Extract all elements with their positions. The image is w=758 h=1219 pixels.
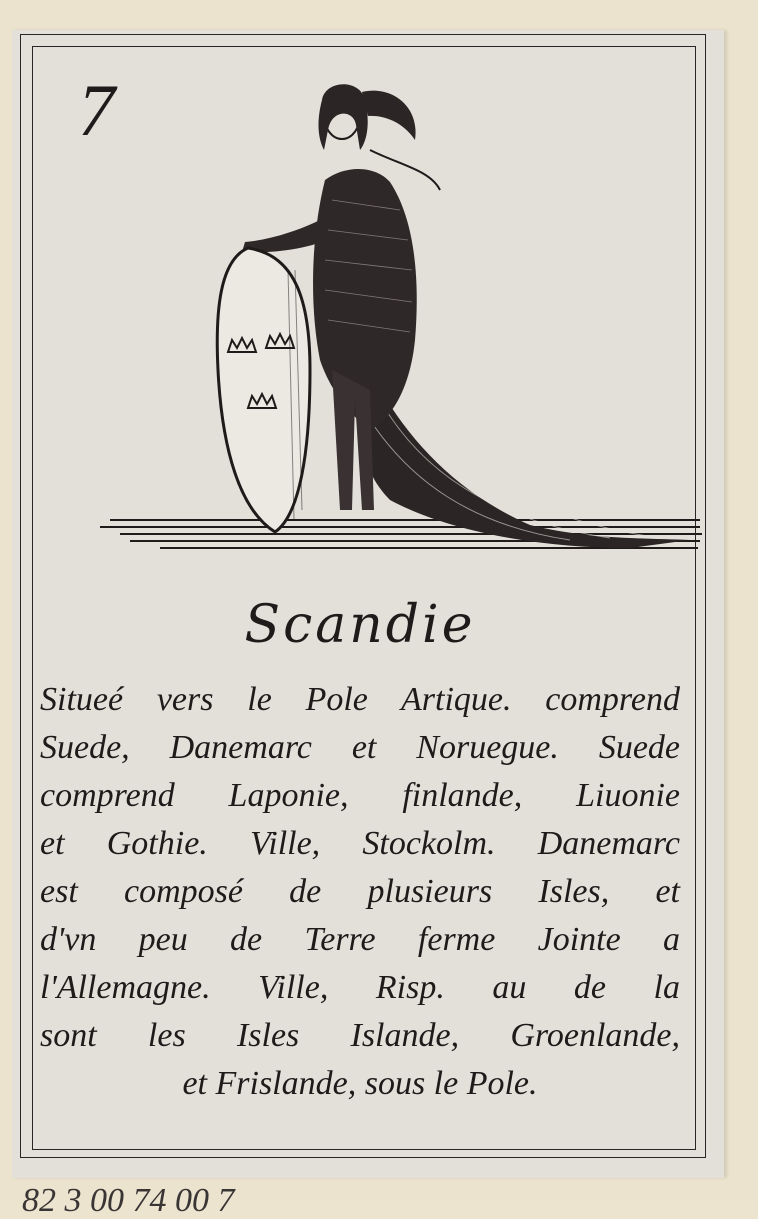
caption-line: et Frislande, sous le Pole. <box>182 1065 538 1102</box>
caption-line: est composé de plusieurs Isles, et <box>40 873 680 910</box>
card-number: 7 <box>78 70 115 152</box>
robe-train <box>360 370 690 548</box>
card-title: Scandie <box>244 595 476 655</box>
caption-line: et Gothie. Ville, Stockolm. Danemarc <box>40 825 680 862</box>
caption-line: sont les Isles Islande, Groenlande, <box>40 1017 680 1054</box>
mount-inscription-cropped <box>22 1182 582 1219</box>
caption-line: d'vn peu de Terre ferme Jointe a <box>40 921 680 958</box>
figure-legs <box>332 370 374 510</box>
caption-line: Suede, Danemarc et Noruegue. Suede <box>40 729 680 766</box>
caption-line: Situeé vers le Pole Artique. comprend <box>40 681 680 718</box>
feather-plume <box>362 91 416 140</box>
mount-inscription-text: 82 3 00 74 00 7 <box>22 1182 235 1219</box>
caption-line: l'Allemagne. Ville, Risp. au de la <box>40 969 680 1006</box>
card-caption <box>40 676 680 1108</box>
caption-line: comprend Laponie, finlande, Liuonie <box>40 777 680 814</box>
allegorical-figure-engraving <box>70 70 710 570</box>
